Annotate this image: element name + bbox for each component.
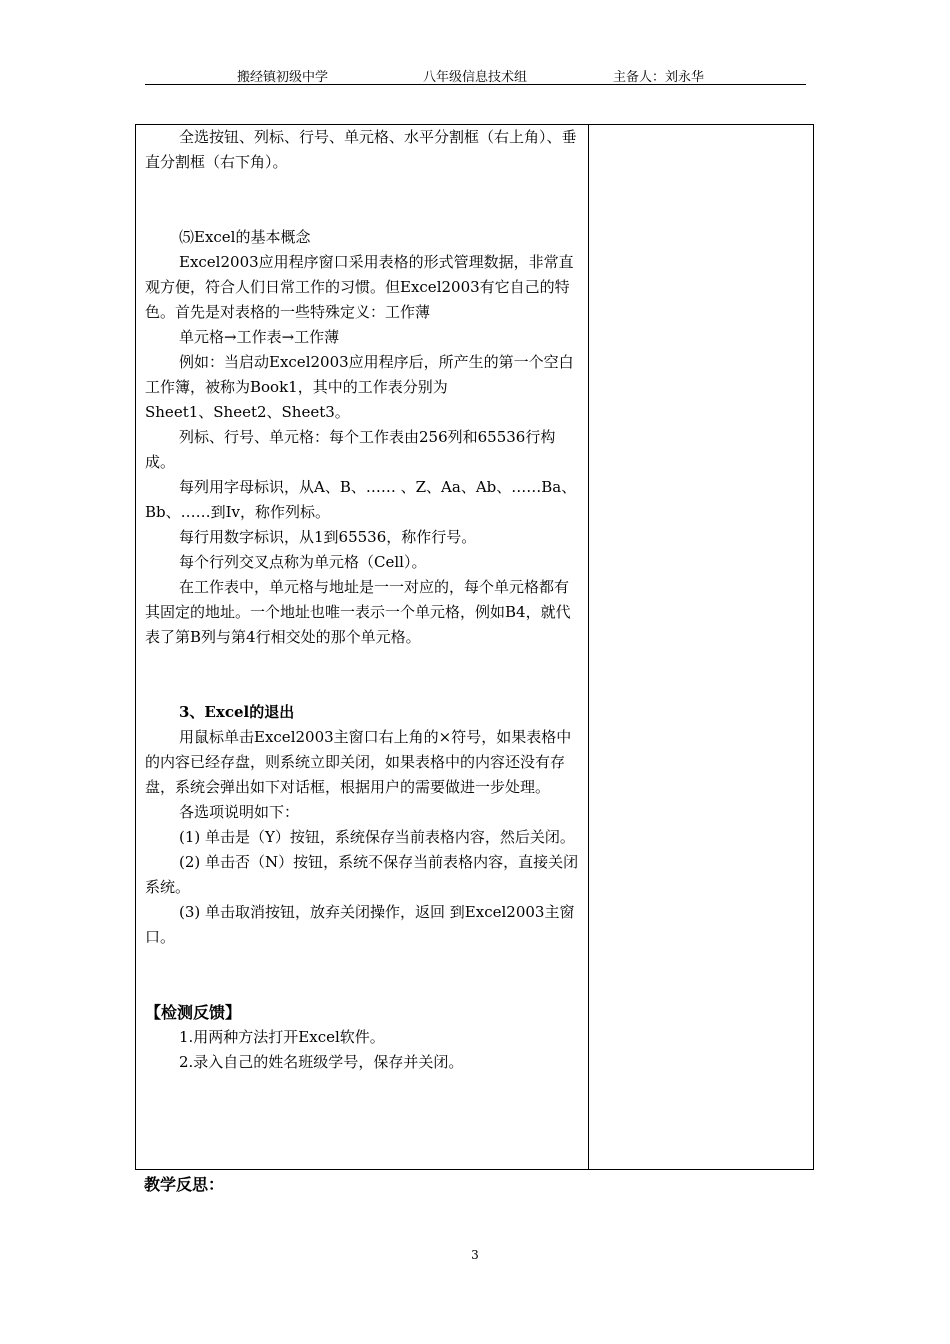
page-header xyxy=(145,64,806,85)
feedback-title: 【检测反馈】 xyxy=(145,1003,242,1022)
lesson-table xyxy=(135,124,814,1170)
column-divider xyxy=(588,125,589,1169)
paragraph-column-labels: 每列用字母标识，从A、B、…… 、Z、Aa、Ab、……Ba、Bb、……到Iv，称作列标。 xyxy=(145,478,577,521)
paragraph-option-cancel: (3) 单击取消按钮，放弃关闭操作，返回 到Excel2003主窗口。 xyxy=(145,903,575,946)
paragraph-example: 例如：当启动Excel2003应用程序后，所产生的第一个空白工作簿，被称为Book1，其中的工作表分别为 xyxy=(145,353,574,396)
paragraph-cell: 每个行列交叉点称为单元格（Cell）。 xyxy=(179,553,427,571)
paragraph-excel-intro: Excel2003应用程序窗口采用表格的形式管理数据，非常直观方便，符合人们日常工作的习惯。但Excel2003有它自己的特色。首先是对表格的一些特殊定义：工作薄 xyxy=(145,253,574,321)
heading-basic-concepts: ⑸Excel的基本概念 xyxy=(179,228,311,246)
paragraph-option-no: (2) 单击否（N）按钮，系统不保存当前表格内容，直接关闭系统。 xyxy=(145,853,579,896)
paragraph-example-sheets: Sheet1、Sheet2、Sheet3。 xyxy=(145,403,350,421)
lesson-content xyxy=(145,125,581,1075)
header-author: 主备人：刘永华 xyxy=(613,70,705,85)
feedback-item-1: 1.用两种方法打开Excel软件。 xyxy=(179,1028,385,1046)
paragraph-options-intro: 各选项说明如下： xyxy=(179,803,300,821)
paragraph-cell-address: 在工作表中，单元格与地址是一一对应的，每个单元格都有其固定的地址。一个地址也唯一表示一个单元格，例如B4，就代表了第B列与第4行相交处的那个单元格。 xyxy=(145,578,571,646)
paragraph-option-yes: (1) 单击是（Y）按钮，系统保存当前表格内容，然后关闭。 xyxy=(179,828,575,846)
paragraph-row-numbers: 每行用数字标识，从1到65536，称作行号。 xyxy=(179,528,477,546)
paragraph-rows-cols: 列标、行号、单元格：每个工作表由256列和65536行构成。 xyxy=(145,428,556,471)
header-school: 搬经镇初级中学 xyxy=(237,70,329,85)
paragraph-exit-desc: 用鼠标单击Excel2003主窗口右上角的×符号，如果表格中的内容已经存盘，则系统立即关闭，如果表格中的内容还没有存盘，系统会弹出如下对话框，根据用户的需要做进一步处理。 xyxy=(145,728,572,796)
paragraph-ui-elements: 全选按钮、列标、行号、单元格、水平分割框（右上角）、垂直分割框（右下角）。 xyxy=(145,128,577,171)
page-number: 3 xyxy=(471,1248,479,1262)
heading-excel-exit: 3、Excel的退出 xyxy=(179,703,295,721)
paragraph-hierarchy: 单元格→工作表→工作薄 xyxy=(179,328,340,346)
header-group: 八年级信息技术组 xyxy=(423,70,528,85)
feedback-item-2: 2.录入自己的姓名班级学号，保存并关闭。 xyxy=(179,1053,464,1071)
teaching-reflection-label: 教学反思： xyxy=(144,1175,225,1194)
